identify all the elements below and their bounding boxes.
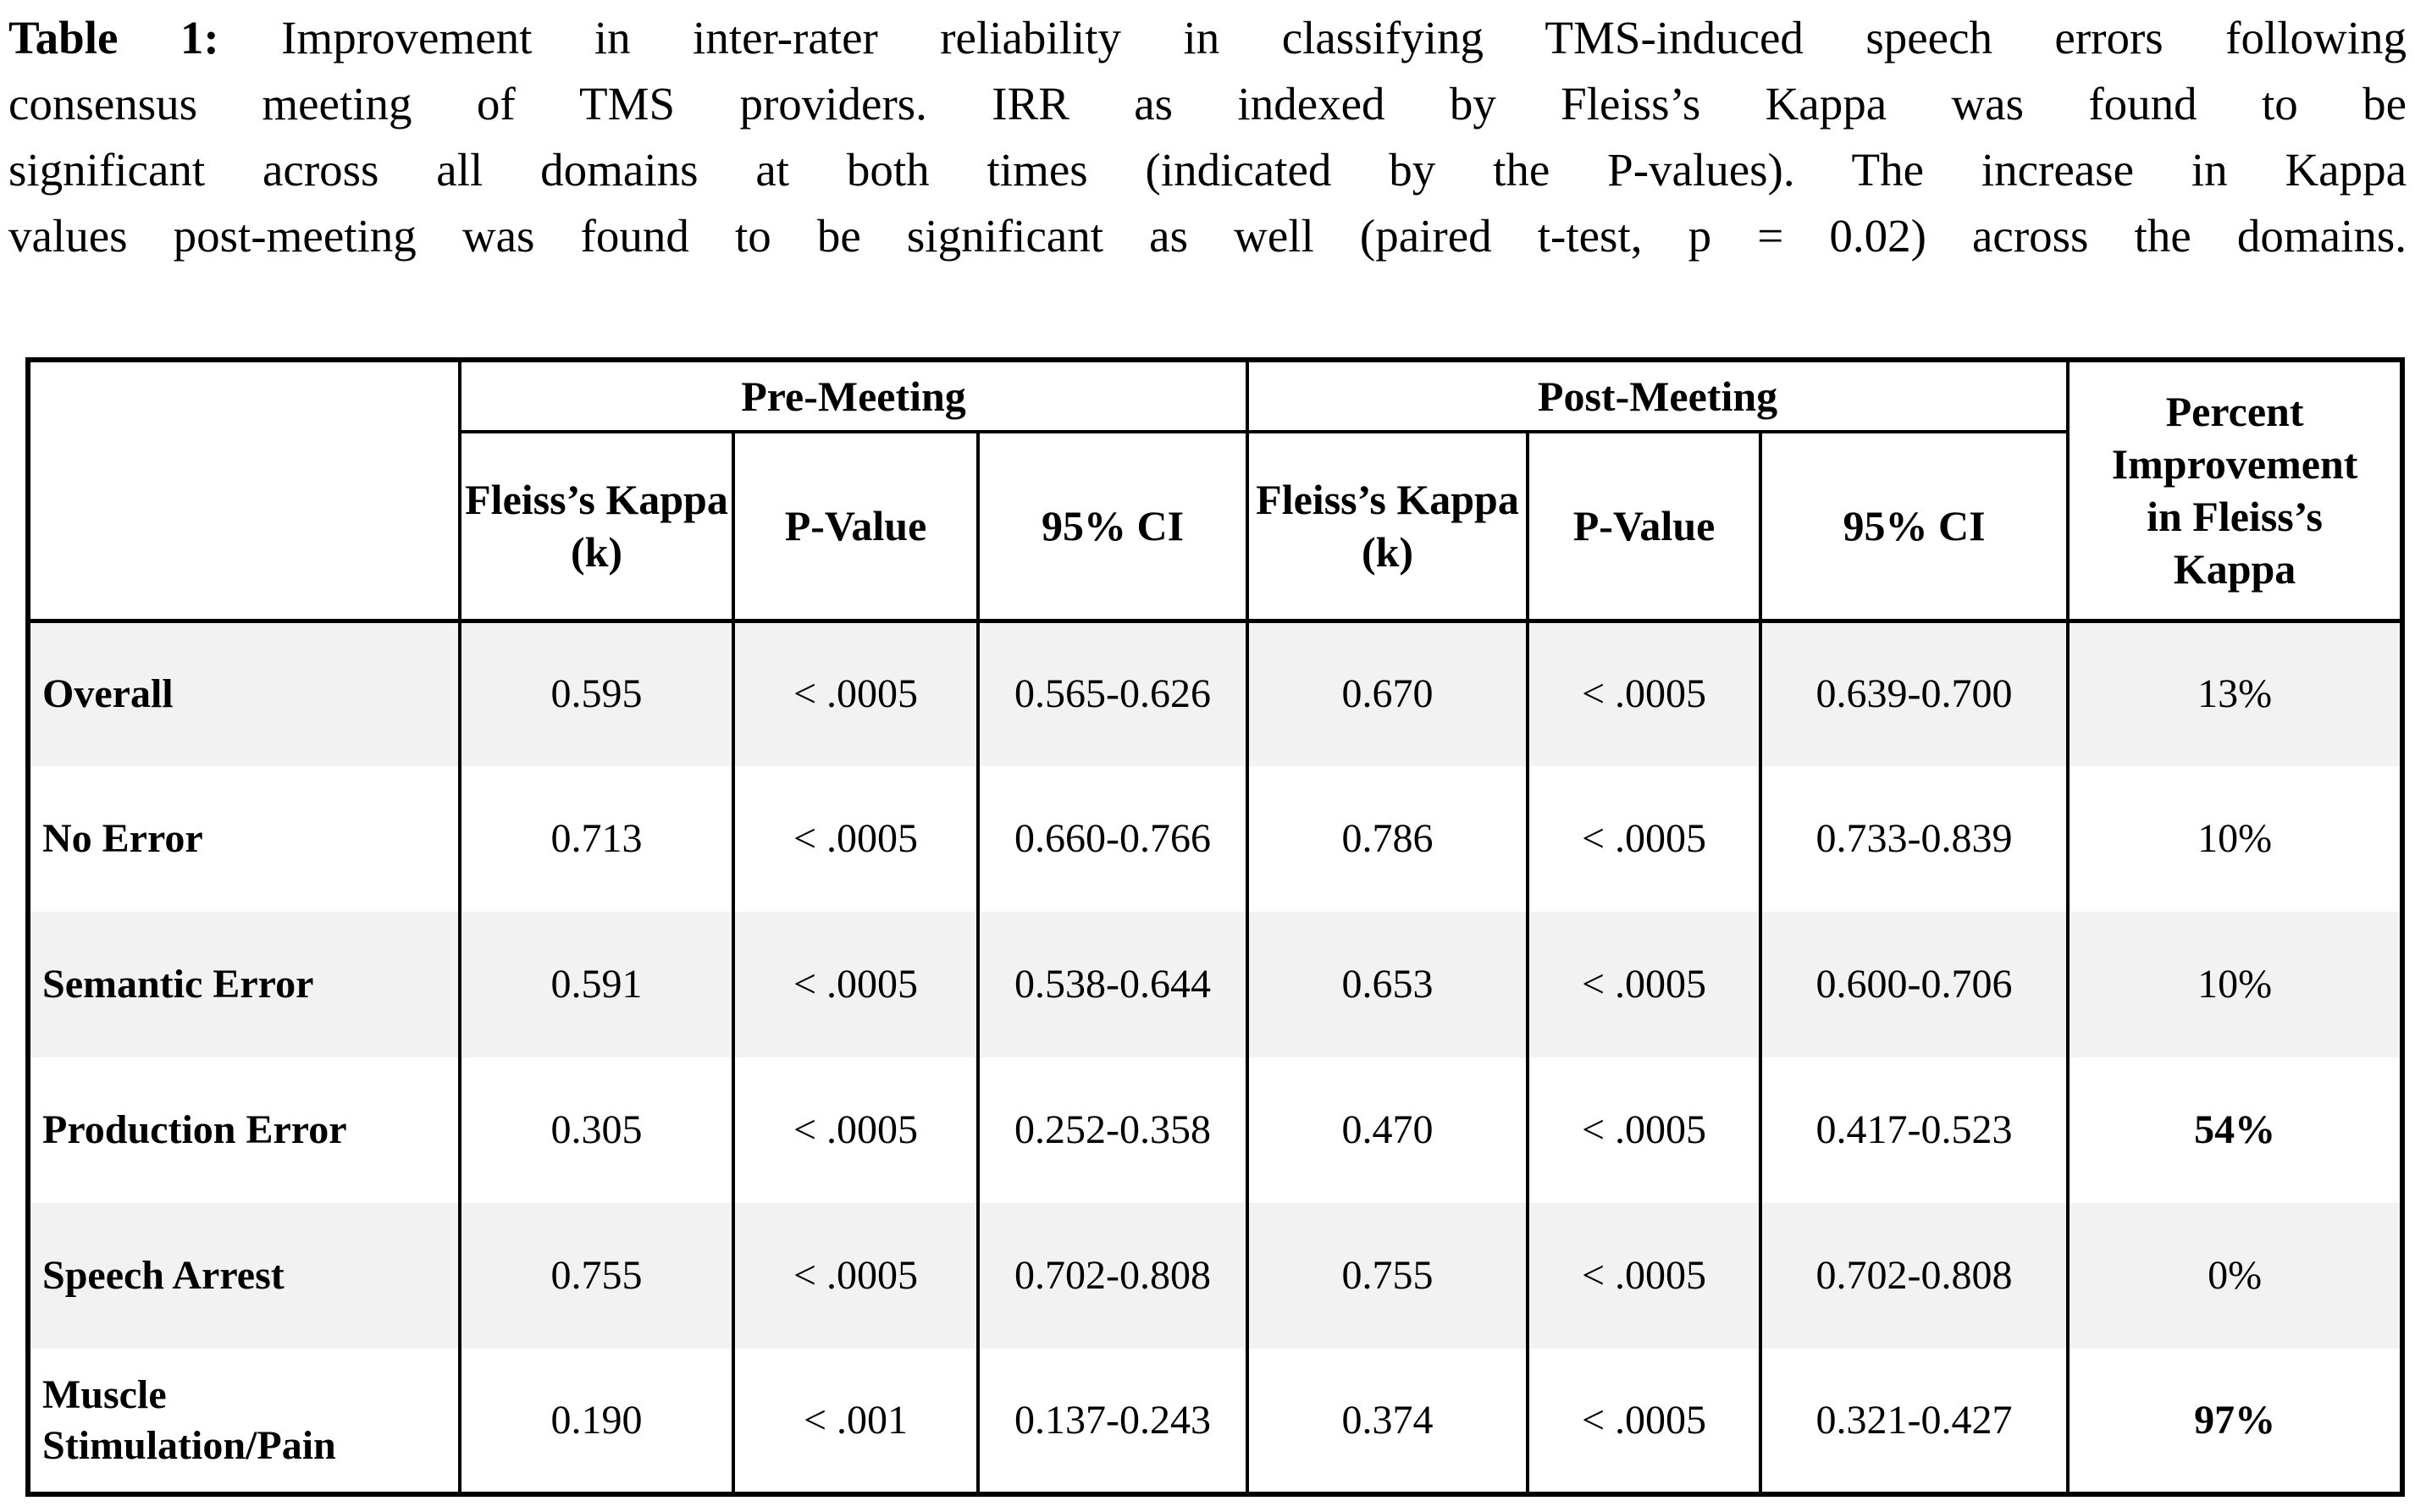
post-kappa-cell: 0.374 [1247, 1349, 1528, 1494]
percent-cell: 97% [2068, 1349, 2402, 1494]
post-ci-cell: 0.321-0.427 [1760, 1349, 2068, 1494]
pre-pvalue-cell: < .001 [733, 1349, 978, 1494]
pre-pvalue-cell: < .0005 [733, 766, 978, 912]
post-pvalue-cell: < .0005 [1528, 1349, 1760, 1494]
caption-line-3: significant across all domains at both times (indicated by the P-values). The increase in Kappa [8, 144, 2407, 196]
pre-kappa-cell: 0.755 [460, 1203, 733, 1349]
table-row-overall [28, 621, 2402, 766]
pre-ci-header: 95% CI [978, 432, 1247, 621]
row-label: Production Error [28, 1057, 460, 1203]
pre-meeting-group-header: Pre-Meeting [460, 360, 1247, 432]
post-kappa-cell: 0.786 [1247, 766, 1528, 912]
corner-empty-cell [28, 360, 460, 621]
post-pvalue-cell: < .0005 [1528, 1057, 1760, 1203]
caption-line-1-text: Improvement in inter-rater reliability in classifying TMS-induced speech errors following [281, 12, 2407, 63]
pre-ci-cell: 0.137-0.243 [978, 1349, 1247, 1494]
row-label: Speech Arrest [28, 1203, 460, 1349]
caption-line-4: values post-meeting was found to be significant as well (paired t-test, p = 0.02) across the domains. [8, 210, 2407, 262]
pre-kappa-cell: 0.190 [460, 1349, 733, 1494]
table-row-no-error [28, 766, 2402, 912]
post-ci-cell: 0.733-0.839 [1760, 766, 2068, 912]
post-ci-cell: 0.600-0.706 [1760, 912, 2068, 1057]
row-label: Muscle Stimulation/Pain [28, 1349, 460, 1494]
pre-ci-cell: 0.565-0.626 [978, 621, 1247, 766]
percent-improvement-header: Percent Improvement in Fleiss’s Kappa [2068, 360, 2402, 621]
post-ci-cell: 0.639-0.700 [1760, 621, 2068, 766]
table-caption [8, 5, 2407, 269]
pre-kappa-cell: 0.595 [460, 621, 733, 766]
percent-cell: 10% [2068, 912, 2402, 1057]
pre-pvalue-header: P-Value [733, 432, 978, 621]
post-kappa-cell: 0.670 [1247, 621, 1528, 766]
pre-ci-cell: 0.252-0.358 [978, 1057, 1247, 1203]
post-kappa-cell: 0.755 [1247, 1203, 1528, 1349]
caption-table-label: Table 1: [8, 12, 219, 63]
post-ci-cell: 0.417-0.523 [1760, 1057, 2068, 1203]
pre-pvalue-cell: < .0005 [733, 621, 978, 766]
table-row-production-error [28, 1057, 2402, 1203]
post-meeting-group-header: Post-Meeting [1247, 360, 2068, 432]
caption-line-2: consensus meeting of TMS providers. IRR as indexed by Fleiss’s Kappa was found to be [8, 78, 2407, 130]
post-pvalue-header: P-Value [1528, 432, 1760, 621]
post-ci-header: 95% CI [1760, 432, 2068, 621]
post-kappa-cell: 0.653 [1247, 912, 1528, 1057]
post-ci-cell: 0.702-0.808 [1760, 1203, 2068, 1349]
caption-line-1 [8, 5, 2407, 71]
row-label: Semantic Error [28, 912, 460, 1057]
irr-results-table [25, 357, 2405, 1497]
pre-ci-cell: 0.538-0.644 [978, 912, 1247, 1057]
percent-cell: 13% [2068, 621, 2402, 766]
pre-ci-cell: 0.702-0.808 [978, 1203, 1247, 1349]
row-label: Overall [28, 621, 460, 766]
table-row-muscle-stimulation-pain [28, 1349, 2402, 1494]
table-row-semantic-error [28, 912, 2402, 1057]
post-pvalue-cell: < .0005 [1528, 766, 1760, 912]
pre-pvalue-cell: < .0005 [733, 912, 978, 1057]
row-label: No Error [28, 766, 460, 912]
post-pvalue-cell: < .0005 [1528, 1203, 1760, 1349]
percent-cell: 54% [2068, 1057, 2402, 1203]
pre-kappa-cell: 0.305 [460, 1057, 733, 1203]
pre-kappa-cell: 0.713 [460, 766, 733, 912]
post-pvalue-cell: < .0005 [1528, 621, 1760, 766]
pre-kappa-header: Fleiss’s Kappa (k) [460, 432, 733, 621]
pre-ci-cell: 0.660-0.766 [978, 766, 1247, 912]
pre-pvalue-cell: < .0005 [733, 1057, 978, 1203]
post-kappa-header: Fleiss’s Kappa (k) [1247, 432, 1528, 621]
percent-cell: 0% [2068, 1203, 2402, 1349]
percent-cell: 10% [2068, 766, 2402, 912]
pre-pvalue-cell: < .0005 [733, 1203, 978, 1349]
table-row-speech-arrest [28, 1203, 2402, 1349]
post-pvalue-cell: < .0005 [1528, 912, 1760, 1057]
post-kappa-cell: 0.470 [1247, 1057, 1528, 1203]
pre-kappa-cell: 0.591 [460, 912, 733, 1057]
